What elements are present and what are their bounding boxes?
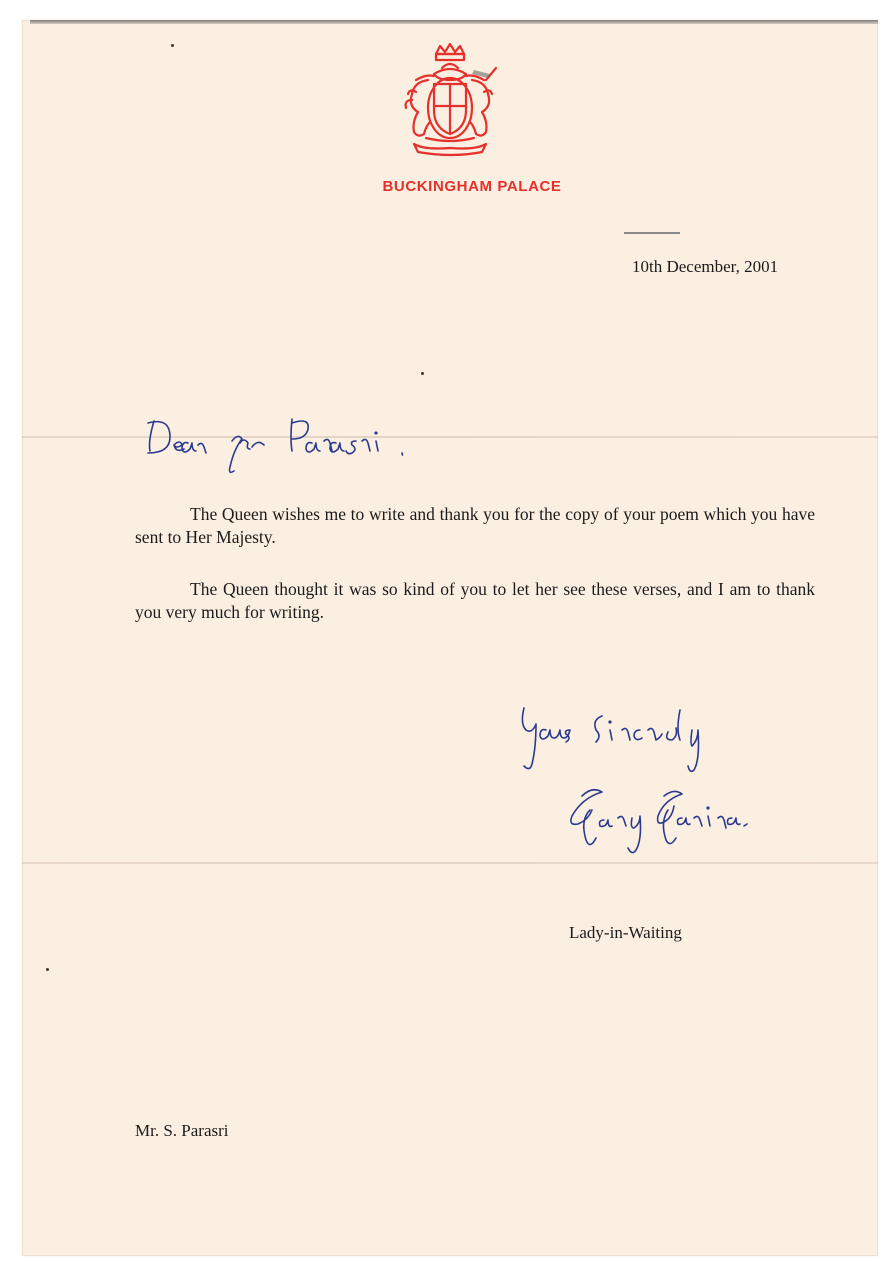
paper-speck [46,968,49,971]
body-paragraph: The Queen thought it was so kind of you to let her see these verses, and I am to thank you very much for writing. [135,579,815,622]
paper-speck [171,44,174,47]
signature [560,780,800,860]
body-paragraph: The Queen wishes me to write and thank you for the copy of your poem which you have sent to Her Majesty. [135,504,815,547]
handwritten-valediction [510,700,770,780]
letterhead-title: BUCKINGHAM PALACE [382,178,562,195]
letter-date: 10th December, 2001 [632,257,779,276]
letter-sheet [22,20,878,1256]
signatory-title: Lady-in-Waiting [569,923,682,942]
ink-dash [624,232,680,234]
handwritten-salutation [140,395,440,475]
paper-speck [421,372,424,375]
fold-line [22,862,878,864]
royal-crest-icon [396,40,504,160]
addressee: Mr. S. Parasri [135,1121,229,1140]
